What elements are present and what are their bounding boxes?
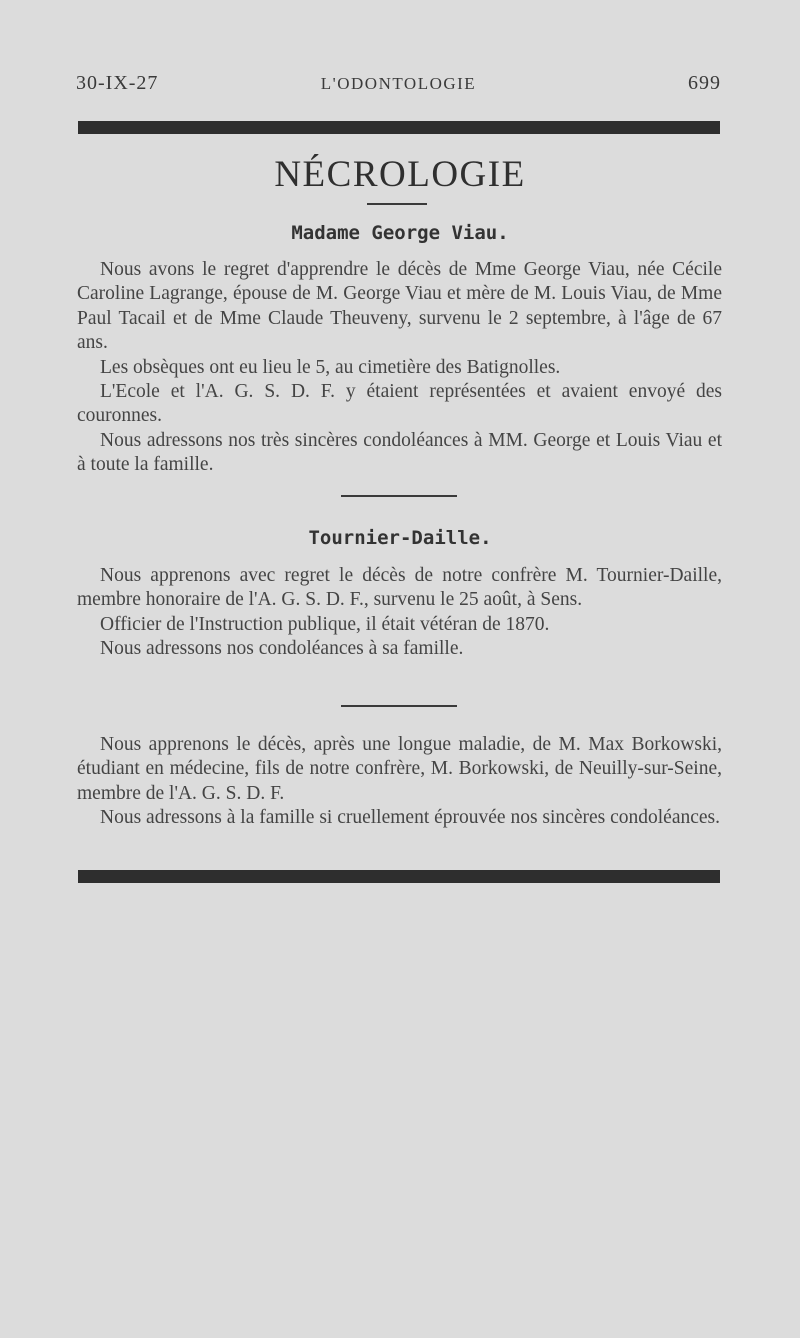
paragraph: Nous avons le regret d'apprendre le décès de Mme George Viau, née Cécile Caroline Lagrange, épouse de M. George Viau et mère de M. Louis Viau, de Mme Paul Tacail et de Mme Claude Theuveny, survenu le 2 septembre, à l'âge de 67 ans. (77, 259, 722, 354)
entry-body-viau (77, 258, 722, 478)
paragraph: L'Ecole et l'A. G. S. D. F. y étaient représentées et avaient envoyé des couronnes. (77, 381, 722, 427)
header-date: 30-IX-27 (76, 72, 159, 94)
bottom-divider-rule (78, 870, 720, 883)
top-divider-rule (78, 121, 720, 134)
entry-heading-viau: Madame George Viau. (291, 222, 509, 244)
paragraph: Nous adressons nos condoléances à sa famille. (100, 638, 464, 660)
paragraph: Officier de l'Instruction publique, il était vétéran de 1870. (100, 613, 550, 635)
paragraph: Nous adressons nos très sincères condoléances à MM. George et Louis Viau et à toute la famille. (77, 429, 722, 476)
section-title: NÉCROLOGIE (274, 154, 526, 195)
header-page-number: 699 (688, 72, 721, 94)
paragraph: Nous apprenons le décès, après une longue maladie, de M. Max Borkowski, étudiant en médecine, fils de notre confrère, M. Borkowski, de Neuilly-sur-Seine, membre de l'A. G. S. D. F. (77, 734, 722, 804)
paragraph: Nous adressons à la famille si cruellement éprouvée nos sincères condoléances. (100, 807, 720, 829)
paragraph: Nous apprenons avec regret le décès de notre confrère M. Tournier-Daille, membre honoraire de l'A. G. S. D. F., survenu le 25 août, à Sens. (77, 565, 722, 611)
header-journal-title: L'ODONTOLOGIE (320, 74, 477, 93)
paragraph: Les obsèques ont eu lieu le 5, au cimetière des Batignolles. (100, 356, 561, 378)
title-underline (367, 203, 427, 205)
entry-separator (341, 705, 457, 707)
entry-separator (341, 495, 457, 497)
running-head (76, 72, 721, 102)
entry-heading-tournier-daille: Tournier-Daille. (308, 527, 492, 549)
entry-body-tournier-daille (77, 564, 722, 662)
entry-body-borkowski (77, 733, 722, 831)
